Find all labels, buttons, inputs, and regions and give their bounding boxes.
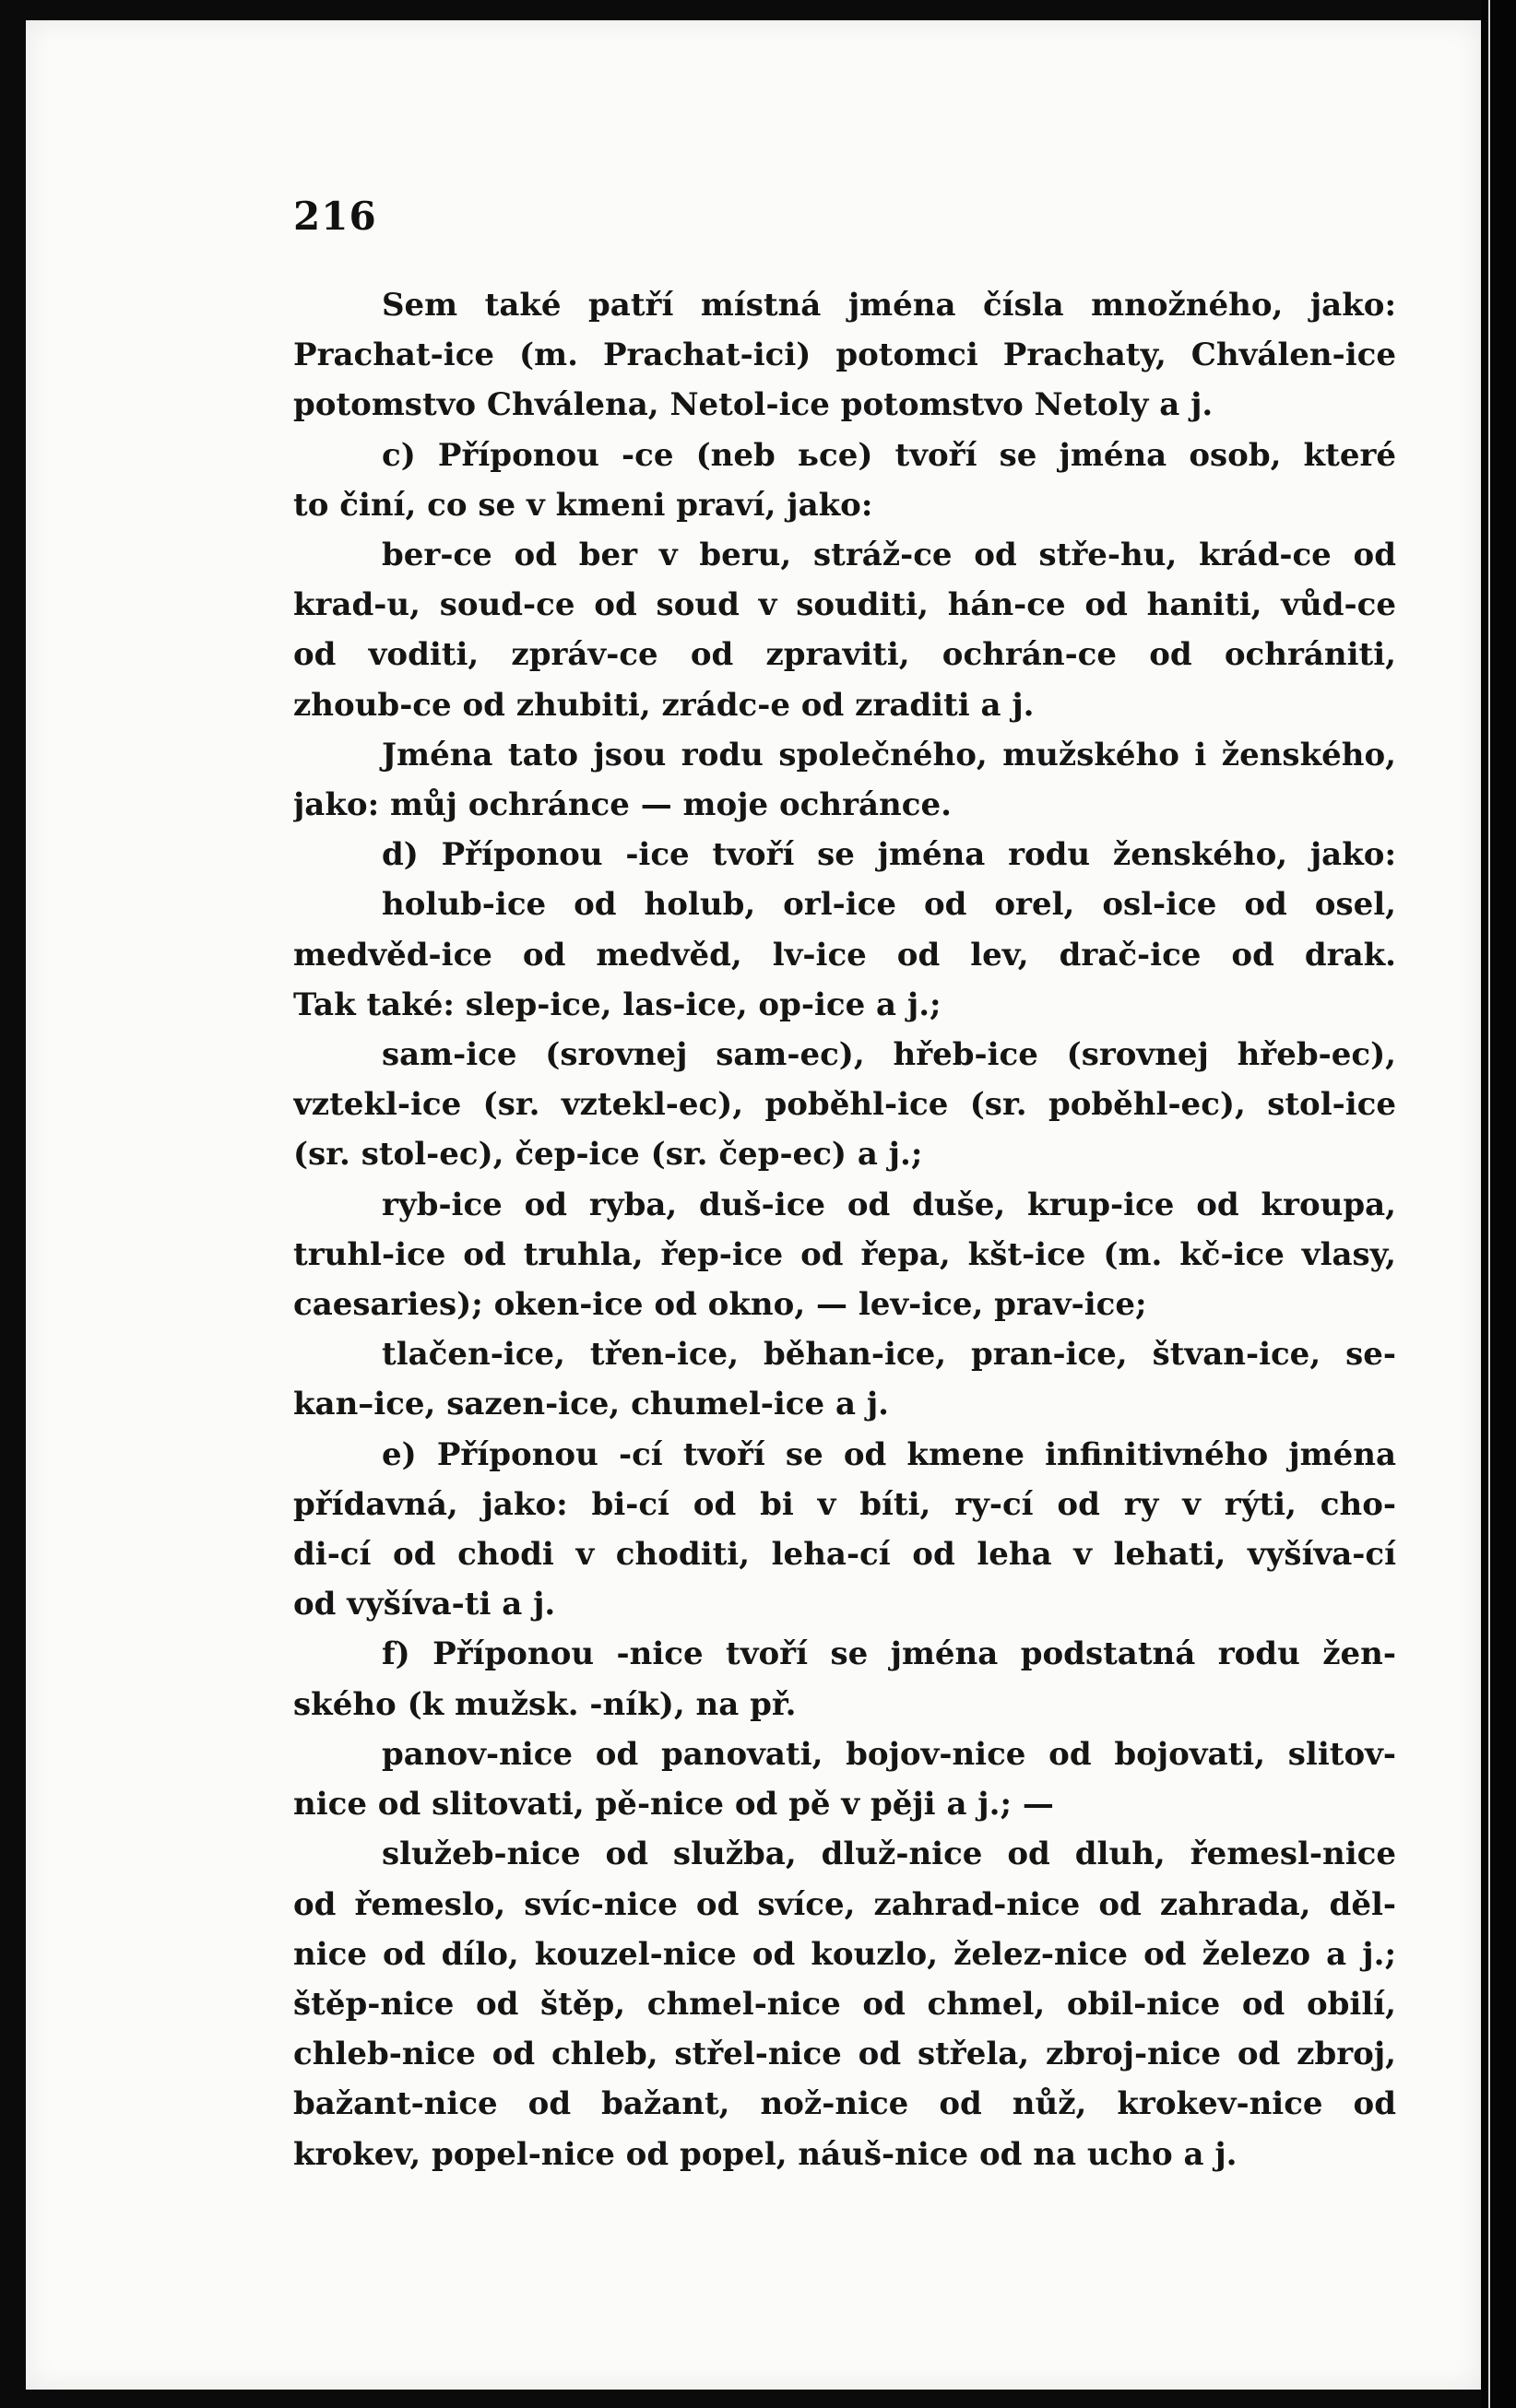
text-line: krad-u, soud-ce od soud v souditi, hán-ce od haniti, vůd-ce — [293, 586, 1396, 624]
text-line: Prachat-ice (m. Prachat-ici) potomci Prachaty, Chválen-ice — [293, 336, 1396, 374]
text-line: od vyšíva-ti a j. — [293, 1586, 556, 1623]
text-line: Tak také: slep-ice, las-ice, op-ice a j.; — [293, 986, 942, 1023]
text-line: c) Příponou -ce (neb ьce) tvoří se jména osob, které — [382, 436, 1396, 474]
text-line: ber-ce od ber v beru, stráž-ce od stře-hu, krád-ce od — [382, 537, 1396, 574]
text-line: medvěd-ice od medvěd, lv-ice od lev, drač-ice od drak. — [293, 936, 1396, 974]
text-line: služeb-nice od služba, dluž-nice od dluh, řemesl-nice — [382, 1836, 1396, 1873]
text-line: chleb-nice od chleb, střel-nice od střela, zbroj-nice od zbroj, — [293, 2036, 1396, 2073]
text-line: tlačen-ice, třen-ice, běhan-ice, pran-ice, štvan-ice, se- — [382, 1336, 1396, 1374]
text-line: panov-nice od panovati, bojov-nice od bojovati, slitov- — [382, 1735, 1396, 1773]
text-line: to činí, co se v kmeni praví, jako: — [293, 486, 873, 524]
text-line: krokev, popel-nice od popel, náuš-nice od na ucho a j. — [293, 2135, 1238, 2173]
text-line: holub-ice od holub, orl-ice od orel, osl-ice od osel, — [382, 886, 1396, 924]
text-line: truhl-ice od truhla, řep-ice od řepa, kšt-ice (m. kč-ice vlasy, — [293, 1235, 1396, 1273]
text-line: přídavná, jako: bi-cí od bi v bíti, ry-cí od ry v rýti, cho- — [293, 1485, 1396, 1523]
text-line: caesaries); oken-ice od okno, — lev-ice, prav-ice; — [293, 1286, 1147, 1324]
text-line: kan–ice, sazen-ice, chumel-ice a j. — [293, 1386, 889, 1423]
text-line: jako: můj ochránce — moje ochránce. — [293, 786, 952, 824]
text-line: (sr. stol-ec), čep-ice (sr. čep-ec) a j.; — [293, 1136, 923, 1174]
text-line: potomstvo Chválena, Netol-ice potomstvo Netoly a j. — [293, 386, 1214, 424]
body-text — [293, 280, 1396, 2179]
text-line: zhoub-ce od zhubiti, zrádc-e od zraditi a j. — [293, 686, 1035, 724]
text-line: od řemeslo, svíc-nice od svíce, zahrad-nice od zahrada, děl- — [293, 1885, 1396, 1923]
text-line: f) Příponou -nice tvoří se jména podstatná rodu žen- — [382, 1635, 1396, 1673]
text-line: ryb-ice od ryba, duš-ice od duše, krup-ice od kroupa, — [382, 1186, 1396, 1223]
text-line: sam-ice (srovnej sam-ec), hřeb-ice (srovnej hřeb-ec), — [382, 1036, 1396, 1074]
book-page — [26, 20, 1481, 2390]
text-line: di-cí od chodi v choditi, leha-cí od leha v lehati, vyšíva-cí — [293, 1536, 1396, 1574]
text-line: od voditi, zpráv-ce od zpraviti, ochrán-ce od ochrániti, — [293, 636, 1396, 674]
text-line: Jména tato jsou rodu společného, mužského i ženského, — [382, 736, 1396, 773]
page-number: 216 — [293, 194, 377, 239]
text-line: nice od slitovati, pě-nice od pě v pěji a j.; — — [293, 1786, 1054, 1824]
text-line: vztekl-ice (sr. vztekl-ec), poběhl-ice (sr. poběhl-ec), stol-ice — [293, 1086, 1396, 1124]
text-line: e) Příponou -cí tvoří se od kmene infinitivného jména — [382, 1435, 1396, 1473]
text-line: nice od dílo, kouzel-nice od kouzlo, želez-nice od železo a j.; — [293, 1935, 1396, 1973]
text-line: Sem také patří místná jména čísla množného, jako: — [382, 287, 1396, 324]
text-line: bažant-nice od bažant, nož-nice od nůž, krokev-nice od — [293, 2085, 1396, 2123]
text-line: štěp-nice od štěp, chmel-nice od chmel, obil-nice od obilí, — [293, 1985, 1396, 2023]
scan-edge — [1481, 0, 1516, 2408]
text-line: d) Příponou -ice tvoří se jména rodu ženského, jako: — [382, 836, 1396, 874]
text-line: ského (k mužsk. -ník), na př. — [293, 1685, 797, 1723]
